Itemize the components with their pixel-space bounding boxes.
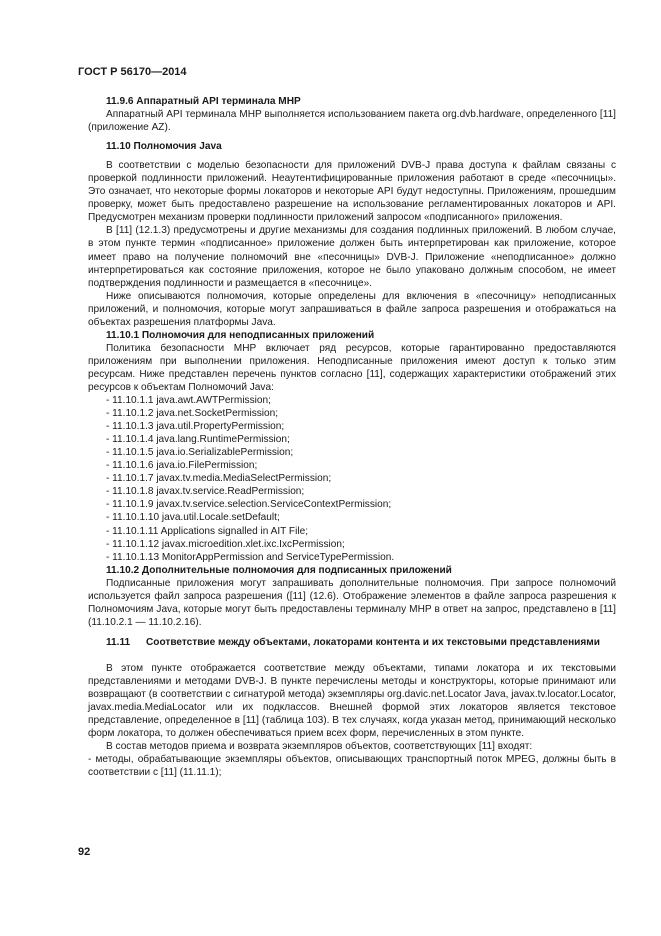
list-item: - 11.10.1.10 java.util.Locale.setDefault; (106, 512, 280, 524)
section-heading-11-9-6: 11.9.6 Аппаратный API терминала MHP (106, 96, 301, 107)
section-heading-11-10-1: 11.10.1 Полномочия для неподписанных приложений (106, 329, 375, 341)
list-item: - 11.10.1.5 java.io.SerializablePermission; (106, 447, 294, 459)
list-item: - 11.10.1.1 java.awt.AWTPermission; (106, 395, 271, 407)
list-item: - 11.10.1.7 javax.tv.media.MediaSelectPermission; (106, 473, 332, 485)
paragraph: Аппаратный API терминала MHP выполняется использованием пакета org.dvb.hardware, определенного [11] (приложение AZ). (88, 109, 616, 134)
paragraph: - методы, обрабатывающие экземпляры объектов, описывающих транспортный поток MPEG, должны быть в соответствии с [11] (11.11.1); (88, 754, 616, 779)
paragraph: В соответствии с моделью безопасности для приложений DVB-J права доступа к файлам связаны с проверкой подлинности приложений. Неаутентифицированные приложения работают в среде «песочницы». Это означает, что некоторые формы локаторов и некоторые API будут недоступны. Приложениям, прошедшим проверку, может быть предоставлено разрешение на использование регламентированных локаторов и API. Предусмотрен механизм проверки подлинности приложений запросом «подписанного» приложения. (88, 160, 616, 224)
page-number: 92 (78, 846, 91, 858)
list-item: - 11.10.1.11 Applications signalled in AIT File; (106, 525, 308, 537)
paragraph: В состав методов приема и возврата экземпляров объектов, соответствующих [11] входят: (106, 741, 533, 753)
section-number: 11.11 (106, 636, 131, 648)
list-item: - 11.10.1.2 java.net.SocketPermission; (106, 408, 279, 420)
list-item: - 11.10.1.9 javax.tv.service.selection.ServiceContextPermission; (106, 499, 392, 511)
paragraph: Ниже описываются полномочия, которые определены для включения в «песочницу» неподписанных приложений, и полномочия, которые могут запрашиваться в файле запроса разрешения и отображаться на объектах разрешения платформы Java. (88, 290, 616, 328)
list-item: - 11.10.1.8 javax.tv.service.ReadPermission; (106, 486, 305, 498)
paragraph: В [11] (12.1.3) предусмотрены и другие механизмы для создания подлинных приложений. В любом случае, в этом пункте термин «подписанное» приложение должен быть интерпретирован как приложение, которое имеет право на получение полномочий вне «песочницы» DVB-J. Приложение «неподписанное» должно интерпретироваться как состояние приложения, которое не было упаковано должным способом, не имеет подтверждения подлинности и размещается в «песочнице». (88, 225, 616, 289)
paragraph: Политика безопасности MHP включает ряд ресурсов, которые гарантированно предоставляются приложениям при выполнении приложения. Неподписанные приложения имеют доступ к только этим ресурсам. Ниже представлен перечень пунктов согласно [11], содержащих характеристики отображений этих ресурсов к объектам Полномочий Java: (88, 342, 616, 393)
section-heading-11-10: 11.10 Полномочия Java (106, 141, 222, 153)
list-item: - 11.10.1.6 java.io.FilePermission; (106, 460, 258, 472)
list-item: - 11.10.1.3 java.util.PropertyPermission; (106, 421, 285, 433)
section-heading-11-10-2: 11.10.2 Дополнительные полномочия для подписанных приложений (106, 564, 452, 576)
list-item: - 11.10.1.13 MonitorAppPermission and ServiceTypePermission. (106, 551, 395, 563)
section-heading-11-11 (88, 636, 616, 649)
standard-number: ГОСТ Р 56170—2014 (78, 66, 187, 78)
paragraph: В этом пункте отображается соответствие между объектами, типами локатора и их текстовыми представлениями и методами DVB-J. В пункте перечислены методы и конструкторы, которые принимают или возвращают (в соответствии с сигнатурой метода) экземпляры org.davic.net.Locator Java, javax.tv.locator.Locator, javax.media.MediaLocator или их подклассов. Внешней формой этих локаторов является текстовое представление, определенное в [11] (таблица 103). В тех случаях, когда указан метод, принимающий несколько форм локатора, то должен обеспечиваться прием всех форм, перечисленных в этом пункте. (88, 662, 616, 740)
section-title: Соответствие между объектами, локаторами контента и их текстовыми представлениями (146, 636, 600, 648)
permission-list (88, 394, 616, 564)
paragraph: Подписанные приложения могут запрашивать дополнительные полномочия. При запросе полномочий используется файл запроса разрешения ([11] (12.6). Отображение элементов в файле запроса разрешения к Полномочиям Java, которые могут быть предоставлены терминалу MHP в ответ на запрос, представлено в [11] (11.10.2.1 — 11.10.2.16). (88, 577, 616, 628)
document-body (88, 95, 616, 779)
list-item: - 11.10.1.12 javax.microedition.xlet.ixc.IxcPermission; (106, 538, 345, 550)
list-item: - 11.10.1.4 java.lang.RuntimePermission; (106, 434, 290, 446)
